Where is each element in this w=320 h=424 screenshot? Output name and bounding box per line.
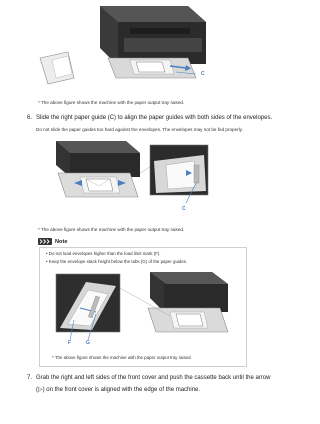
note-figure-caption: * The above figure shows the machine with the paper output tray raised. <box>52 355 192 360</box>
note-chevron-icon <box>38 238 52 245</box>
step-6-subtext: Do not slide the paper guides too hard against the envelopes. The envelopes may not be fed properly. <box>36 127 243 132</box>
figure-2-caption: * The above figure shows the machine with the paper output tray raised. <box>38 227 185 232</box>
note-figure-callout-g: G <box>86 340 90 346</box>
note-item: • Keep the envelope stack height below the tabs (G) of the paper guides. <box>46 259 188 264</box>
figure-1 <box>38 2 218 92</box>
note-title: Note <box>55 238 68 245</box>
step-6-text: Slide the right paper guide (C) to align the paper guides with both sides of the envelopes. <box>36 115 273 121</box>
arrow-mark-icon: ▷ <box>38 387 43 393</box>
bullet: • <box>46 259 48 264</box>
paper-guide-alignment-illustration <box>44 137 224 217</box>
note-header <box>38 238 67 245</box>
figure-1-caption: * The above figure shows the machine with the paper output tray raised. <box>38 100 185 105</box>
printer-loading-envelope-illustration <box>38 2 218 92</box>
figure-1-callout-c: C <box>201 71 205 77</box>
note-figure-callout-f: F <box>68 340 72 346</box>
note-figure <box>52 268 236 346</box>
note-item: • Do not load envelopes higher than the load limit mark (F). <box>46 251 161 256</box>
step-7-line-1: Grab the right and left sides of the front cover and push the cassette back until the arrow <box>36 375 271 381</box>
step-6-number: 6. <box>27 115 33 121</box>
step-7-number: 7. <box>27 375 33 381</box>
figure-2 <box>44 137 224 217</box>
step-7-line-2: (▷) on the front cover is aligned with the edge of the machine. <box>36 387 201 393</box>
figure-2-callout-c: C <box>182 206 186 212</box>
bullet: • <box>46 251 48 256</box>
load-limit-illustration <box>52 268 236 346</box>
